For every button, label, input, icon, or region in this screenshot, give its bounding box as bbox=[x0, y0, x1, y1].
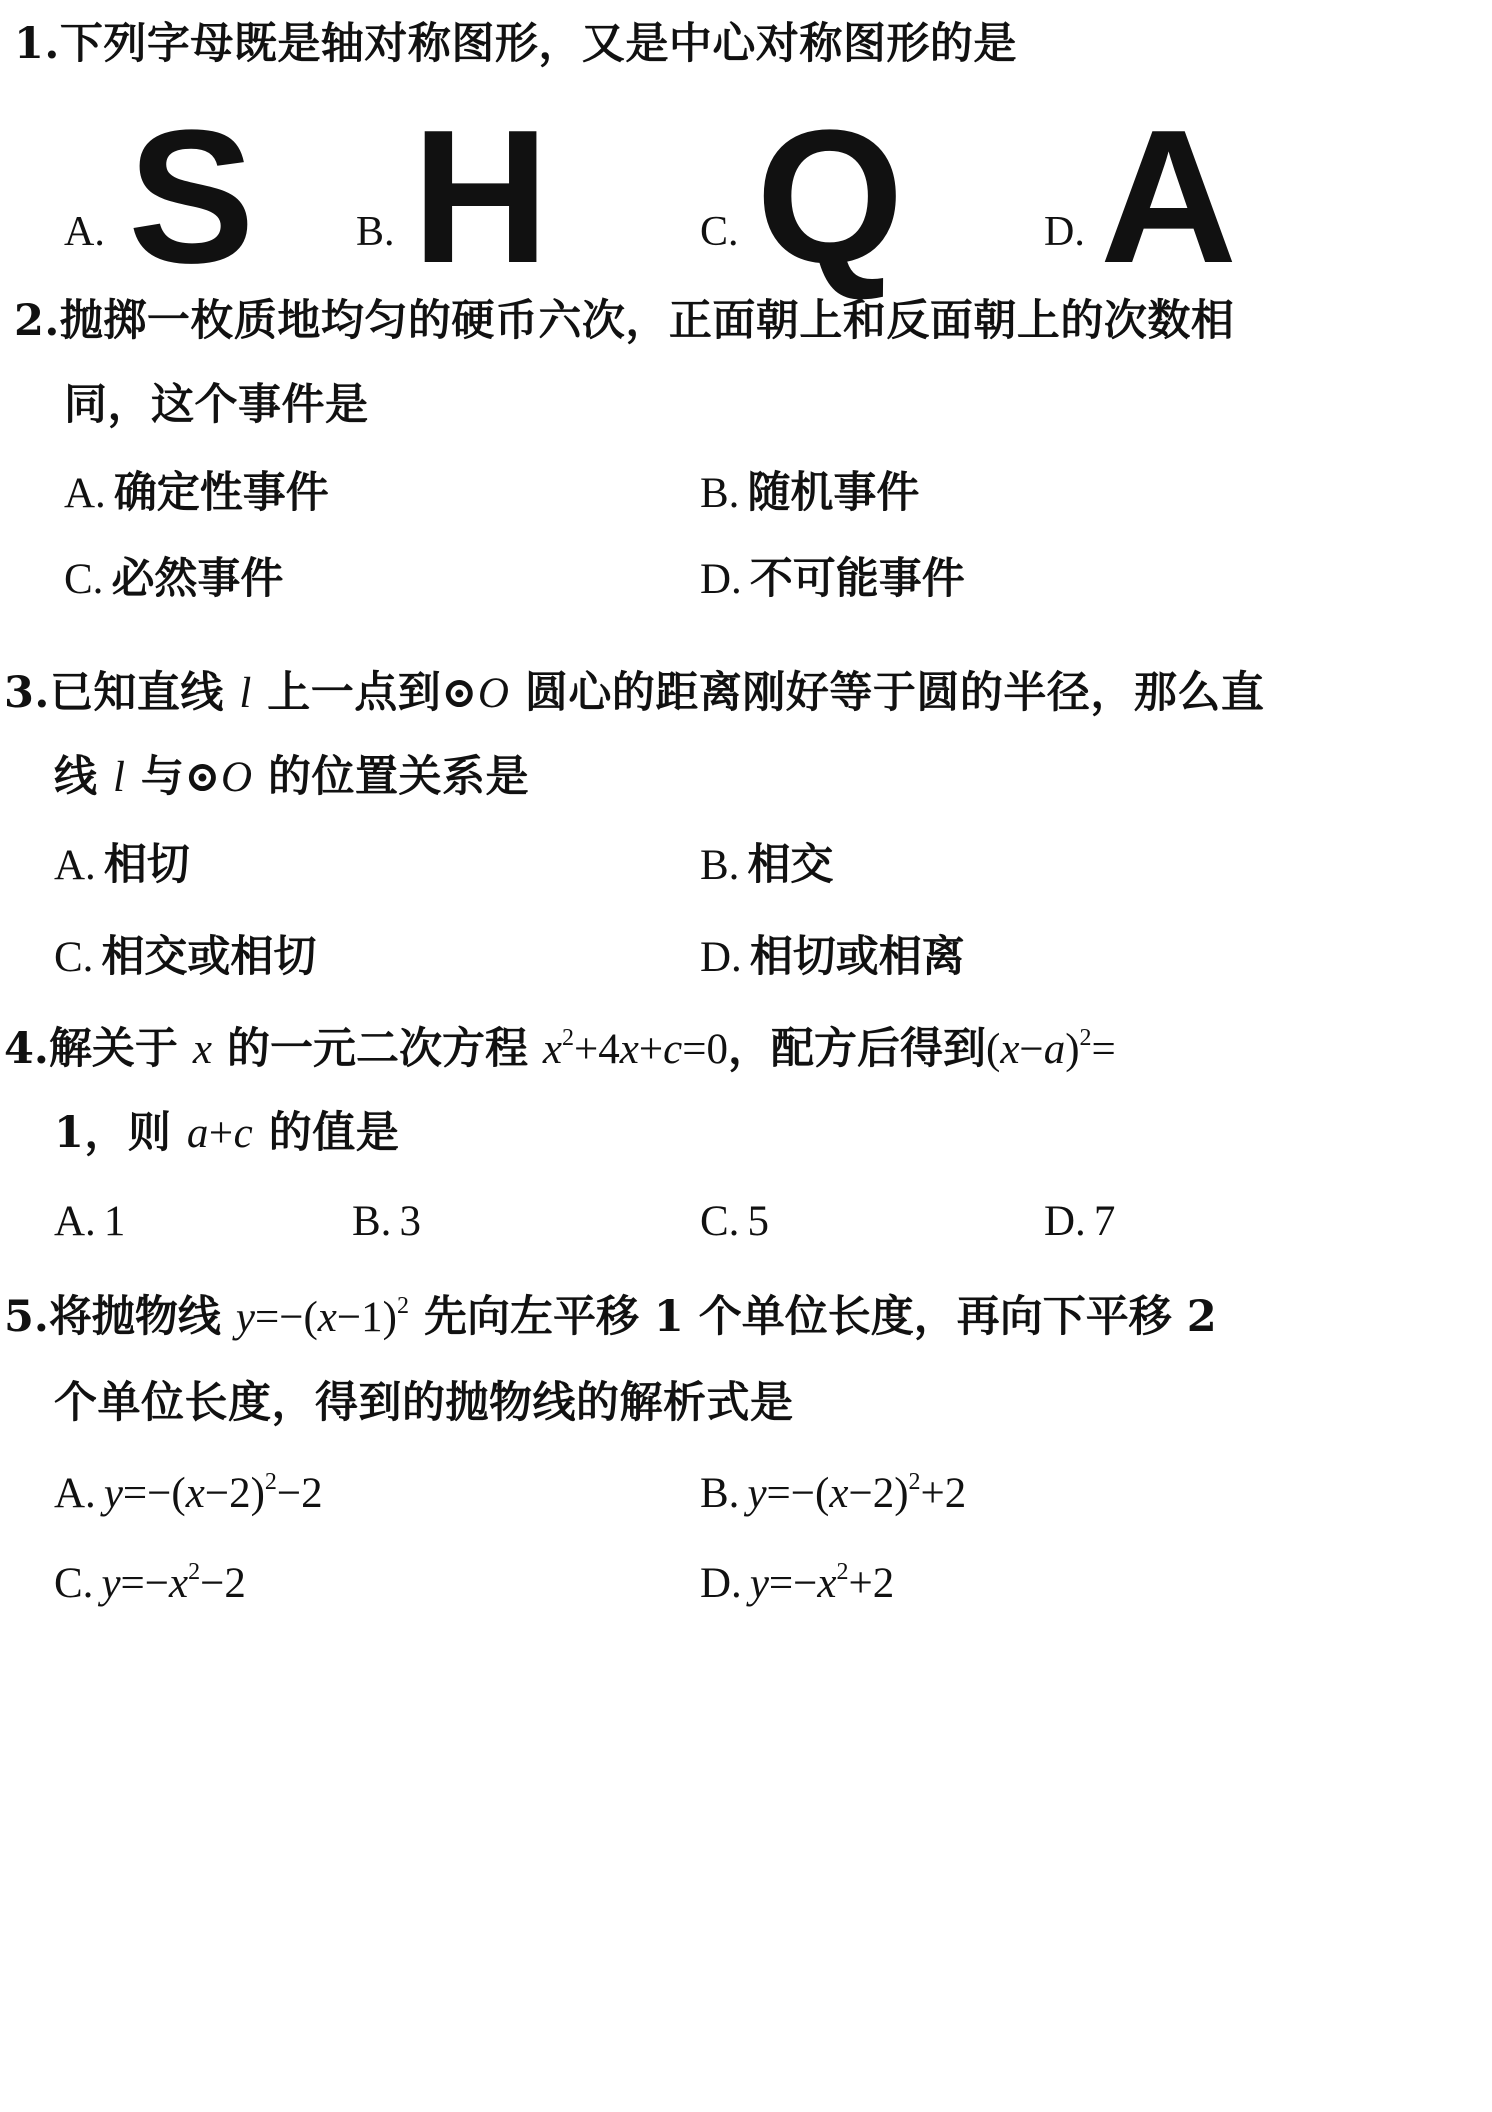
option-c bbox=[700, 91, 920, 303]
question-number: 4. bbox=[4, 1024, 49, 1074]
option-label: A. bbox=[64, 470, 106, 517]
question-number: 5. bbox=[4, 1292, 49, 1342]
option-label: A. bbox=[54, 842, 96, 889]
option-label: A. bbox=[64, 209, 105, 255]
option-text: 相交或相切 bbox=[101, 932, 317, 982]
option-a bbox=[54, 1468, 323, 1519]
option-label: D. bbox=[700, 1560, 742, 1607]
option-label: D. bbox=[1044, 1198, 1086, 1245]
option-c bbox=[700, 1196, 769, 1247]
math-variable: O bbox=[220, 754, 253, 801]
option-label: C. bbox=[700, 209, 739, 255]
math-variable: O bbox=[477, 670, 510, 717]
option-a bbox=[64, 468, 329, 519]
question-text: 个单位长度，得到的抛物线的解析式是 bbox=[54, 1378, 794, 1428]
question-text: 同，这个事件是 bbox=[64, 380, 369, 430]
option-d bbox=[1044, 1196, 1115, 1247]
question-text: 解关于 bbox=[48, 1024, 193, 1074]
option-text: 必然事件 bbox=[111, 554, 284, 604]
question-text: 抛掷一枚质地均匀的硬币六次，正面朝上和反面朝上的次数相 bbox=[59, 296, 1235, 346]
option-text: 3 bbox=[399, 1198, 421, 1245]
option-a bbox=[54, 1196, 125, 1247]
option-label: C. bbox=[700, 1198, 740, 1245]
option-label: B. bbox=[356, 209, 395, 255]
question-text: 1，则 bbox=[54, 1108, 187, 1158]
function-expression: $y=-(x-1)^2$ bbox=[235, 1293, 409, 1341]
math-variable: x bbox=[192, 1026, 212, 1073]
question-2-stem-line-2 bbox=[64, 380, 369, 430]
option-label: C. bbox=[54, 1560, 94, 1607]
option-a bbox=[54, 840, 190, 891]
option-c bbox=[64, 554, 283, 605]
option-text: 相切 bbox=[103, 840, 190, 890]
option-b bbox=[352, 1196, 421, 1247]
option-label: B. bbox=[700, 470, 740, 517]
option-label: C. bbox=[64, 556, 104, 603]
math-variable: l bbox=[112, 754, 126, 801]
option-label: B. bbox=[352, 1198, 392, 1245]
option-b bbox=[700, 1468, 966, 1519]
question-text: 的位置关系是 bbox=[252, 752, 529, 802]
option-text: 随机事件 bbox=[747, 468, 920, 518]
question-3-stem-line-2 bbox=[54, 752, 529, 803]
question-number: 3. bbox=[4, 668, 50, 718]
question-text: 下列字母既是轴对称图形，又是中心对称图形的是 bbox=[59, 19, 1017, 69]
option-label: A. bbox=[54, 1198, 96, 1245]
option-formula: $y=-x^2-2$ bbox=[101, 1559, 246, 1607]
question-2-stem-line-1 bbox=[14, 296, 1234, 346]
option-formula: $y=-(x-2)^2-2$ bbox=[103, 1469, 323, 1517]
question-number: 1. bbox=[14, 19, 60, 69]
option-b bbox=[700, 468, 919, 519]
option-label: C. bbox=[54, 934, 94, 981]
question-text: 将抛物线 bbox=[48, 1292, 236, 1342]
question-4-stem-line-2 bbox=[54, 1108, 399, 1159]
option-d bbox=[700, 932, 965, 983]
letter-s: S bbox=[128, 91, 255, 303]
option-label: B. bbox=[700, 1470, 740, 1517]
expression: a+c bbox=[186, 1110, 254, 1157]
option-b bbox=[700, 840, 833, 891]
letter-a: A bbox=[1100, 91, 1238, 303]
option-text: 1 bbox=[103, 1198, 126, 1245]
question-1-stem bbox=[14, 19, 1017, 69]
option-text: 确定性事件 bbox=[113, 468, 329, 518]
option-label: D. bbox=[700, 934, 742, 981]
option-d bbox=[700, 554, 965, 605]
letter-h: H bbox=[412, 91, 550, 303]
option-a bbox=[64, 91, 264, 303]
equation-completed-square: $(x-a)^2=$ bbox=[986, 1025, 1116, 1073]
option-d bbox=[700, 1558, 894, 1609]
equation: $x^2+4x+c=0$ bbox=[542, 1025, 728, 1073]
option-text: 7 bbox=[1093, 1198, 1116, 1245]
option-label: D. bbox=[1044, 209, 1085, 255]
question-5-stem-line-2 bbox=[54, 1378, 794, 1428]
option-d bbox=[1044, 91, 1244, 303]
question-text: 先向左平移 1 个单位长度，再向下平移 2 bbox=[408, 1292, 1217, 1342]
option-c bbox=[54, 1558, 246, 1609]
question-text: 圆心的距离刚好等于圆的半径，那么直 bbox=[509, 668, 1265, 718]
option-label: A. bbox=[54, 1470, 96, 1517]
question-number: 2. bbox=[14, 296, 60, 346]
question-text: 线 bbox=[54, 752, 113, 802]
option-label: D. bbox=[700, 556, 742, 603]
question-text: 已知直线 bbox=[49, 668, 240, 718]
option-formula: $y=-(x-2)^2+2$ bbox=[747, 1469, 967, 1517]
question-text: 上一点到⊙ bbox=[251, 668, 478, 718]
question-3-stem-line-1 bbox=[4, 668, 1264, 719]
question-text: 的值是 bbox=[253, 1108, 400, 1158]
option-label: B. bbox=[700, 842, 740, 889]
question-text: ，配方后得到 bbox=[728, 1024, 986, 1074]
option-text: 不可能事件 bbox=[749, 554, 965, 604]
letter-q: Q bbox=[756, 91, 904, 303]
option-b bbox=[356, 91, 556, 303]
question-text: 与⊙ bbox=[125, 752, 221, 802]
math-variable: l bbox=[239, 670, 252, 717]
option-text: 相交 bbox=[747, 840, 834, 890]
option-text: 相切或相离 bbox=[749, 932, 965, 982]
option-formula: $y=-x^2+2$ bbox=[749, 1559, 895, 1607]
option-c bbox=[54, 932, 316, 983]
question-text: 的一元二次方程 bbox=[211, 1024, 543, 1074]
question-4-stem-line-1 bbox=[4, 1024, 1116, 1075]
question-5-stem-line-1 bbox=[4, 1292, 1217, 1343]
option-text: 5 bbox=[747, 1198, 769, 1245]
